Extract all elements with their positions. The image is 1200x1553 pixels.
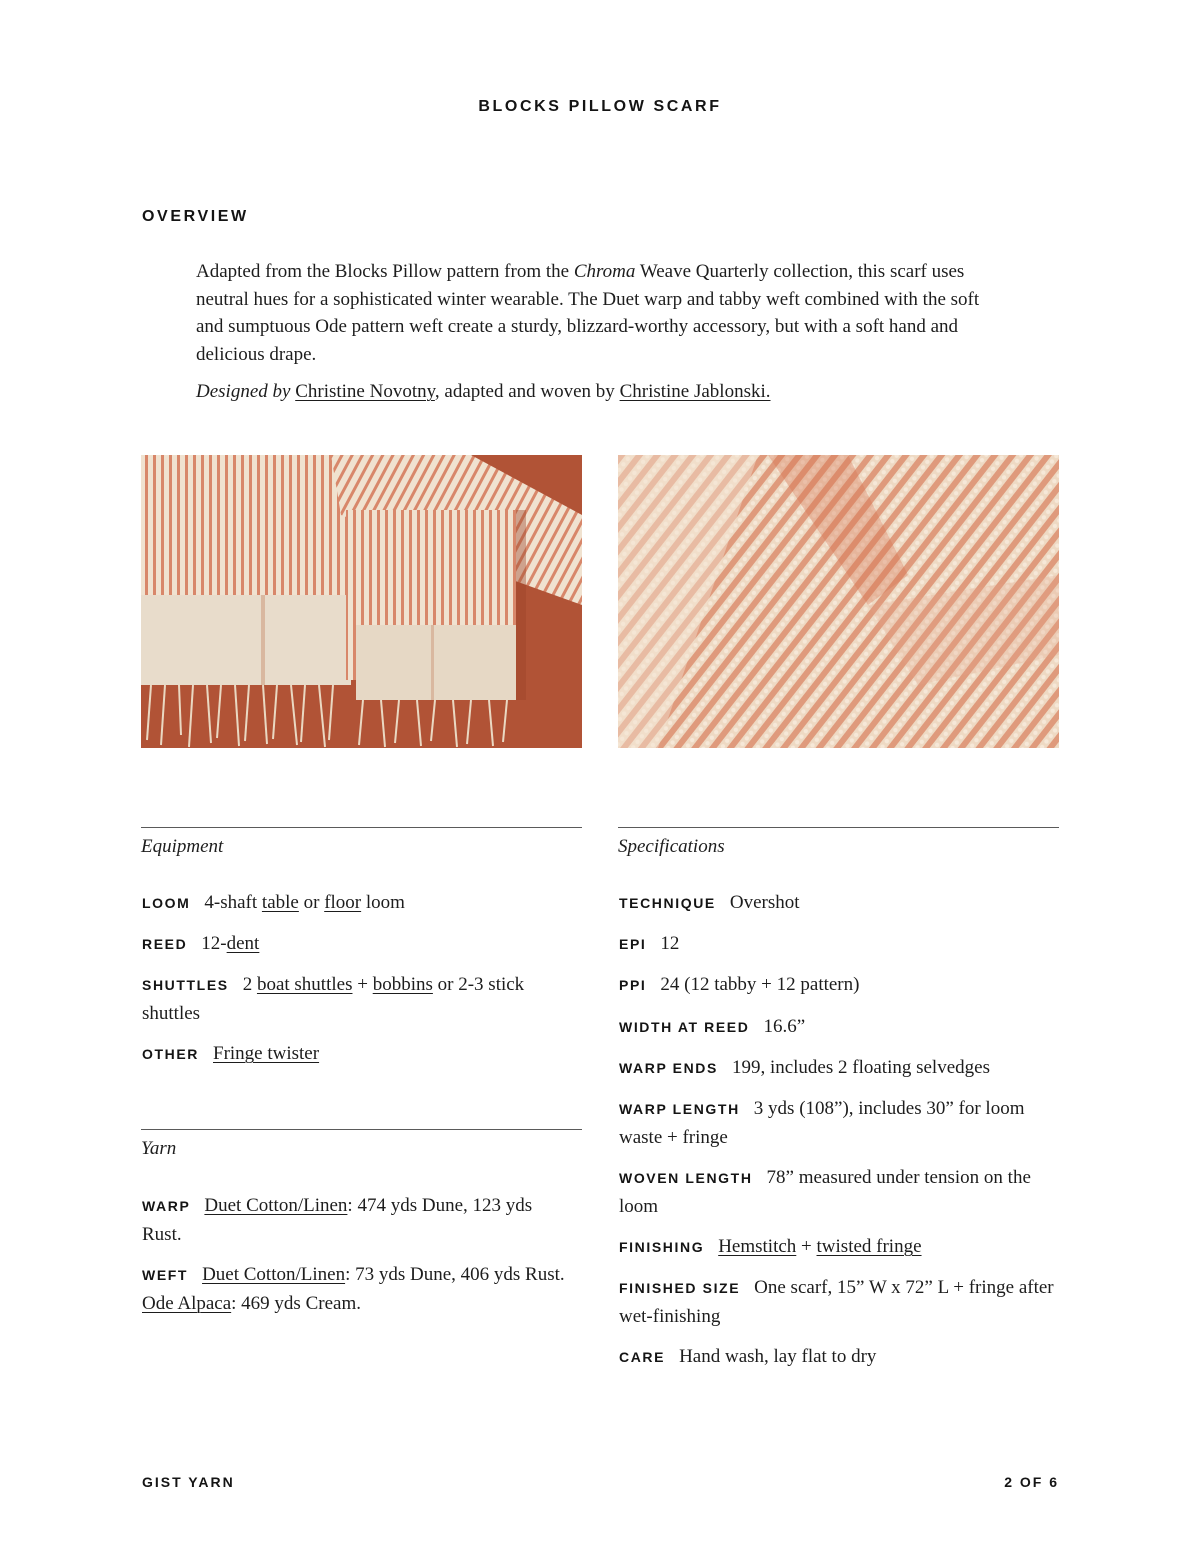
spec-finished-size [619,1274,1059,1330]
finished-size-label: FINISHED SIZE [619,1280,741,1296]
spec-technique [619,889,1060,918]
woven-length-value: 78” measured under tension on the loom [619,1167,1031,1217]
technique-label: TECHNIQUE [619,895,716,911]
document-title: BLOCKS PILLOW SCARF [478,98,722,115]
spec-warp-length [619,1095,1059,1151]
overview-heading: OVERVIEW [142,208,249,225]
shuttles-plus: + [352,974,373,995]
shuttles-label: SHUTTLES [142,977,229,993]
epi-label: EPI [619,936,647,952]
loom-label: LOOM [142,895,191,911]
equipment-shuttles [142,971,572,1027]
yarn-weft [142,1261,572,1317]
credit-line [196,381,771,403]
ppi-value: 24 (12 tabby + 12 pattern) [660,974,860,995]
boat-shuttles-link[interactable]: boat shuttles [256,974,353,995]
equipment-divider [141,827,582,828]
yarn-divider [141,1129,582,1130]
woven-length-label: WOVEN LENGTH [619,1170,753,1186]
finished-size-value: One scarf, 15” W x 72” L + fringe after wet-finishing [619,1277,1054,1327]
spec-care [619,1343,1060,1372]
bobbins-link[interactable]: bobbins [372,974,433,995]
warp-text: : 474 yds Dune, 123 yds Rust. [142,1195,533,1245]
warp-ends-value: 199, includes 2 floating selvedges [731,1057,990,1078]
ppi-label: PPI [619,977,647,993]
floor-loom-link[interactable]: floor [324,892,362,913]
credit-mid-text: , adapted and woven by [434,381,620,402]
care-value: Hand wash, lay flat to dry [679,1346,877,1367]
finishing-label: FINISHING [619,1239,705,1255]
yarn-title: Yarn [141,1138,177,1159]
equipment-other [142,1040,583,1069]
spec-ppi [619,971,1060,1000]
table-loom-link[interactable]: table [261,892,299,913]
technique-value: Overshot [729,892,800,913]
weft-label: WEFT [142,1267,189,1283]
other-label: OTHER [142,1046,199,1062]
footer-page-number: 2 OF 6 [1004,1474,1059,1490]
hemstitch-link[interactable]: Hemstitch [718,1236,797,1257]
equipment-loom [142,889,583,918]
yarn-warp [142,1192,572,1248]
duet-weft-link[interactable]: Duet Cotton/Linen [202,1264,346,1285]
footer-brand: GIST YARN [142,1474,235,1490]
weft-text: : 73 yds Dune, 406 yds Rust. [345,1264,565,1285]
width-at-reed-label: WIDTH AT REED [619,1019,750,1035]
overview-text-start: Adapted from the Blocks Pillow pattern from the [196,261,574,282]
reed-text: 12- [201,933,227,954]
fringe-twister-link[interactable]: Fringe twister [213,1043,320,1064]
loom-suffix: loom [361,892,405,913]
loom-text: 4-shaft [204,892,262,913]
weaver-link[interactable]: Christine Jablonski. [619,381,771,402]
warp-label: WARP [142,1198,191,1214]
shuttles-suffix: or 2-3 stick shuttles [142,974,525,1024]
loom-or-text: or [298,892,325,913]
weft-suffix: : 469 yds Cream. [231,1292,361,1314]
reed-label: REED [142,936,188,952]
overview-text-rest: Weave Quarterly collection, this scarf uses neutral hues for a sophisticated winter wearable. The Duet warp and tabby weft combined with the soft and sumptuous Ode pattern weft create a sturdy, blizzard-worthy accessory, but with a soft hand and delicious drape. [196,261,980,365]
width-at-reed-value: 16.6” [763,1016,806,1037]
care-label: CARE [619,1349,666,1365]
equipment-title: Equipment [141,836,224,857]
scarf-photo [141,455,582,748]
warp-ends-label: WARP ENDS [619,1060,718,1076]
overview-paragraph [196,258,996,368]
shuttles-text: 2 [242,974,257,995]
spec-warp-ends [619,1054,1060,1083]
spec-woven-length [619,1164,1059,1220]
finishing-plus: + [796,1236,817,1257]
twisted-fringe-link[interactable]: twisted fringe [816,1236,922,1257]
spec-epi [619,930,1060,959]
dent-link[interactable]: dent [226,933,260,954]
ode-alpaca-link[interactable]: Ode Alpaca [142,1292,232,1314]
spec-finishing [619,1233,1060,1262]
equipment-reed [142,930,583,959]
specifications-divider [618,827,1059,828]
weave-closeup-photo [618,455,1059,748]
duet-warp-link[interactable]: Duet Cotton/Linen [204,1195,348,1216]
chroma-italic: Chroma [573,261,636,282]
designed-by-label: Designed by [196,381,291,402]
spec-width-at-reed [619,1013,1060,1042]
designer-link[interactable]: Christine Novotny [295,381,435,402]
epi-value: 12 [660,933,680,954]
warp-length-label: WARP LENGTH [619,1101,740,1117]
specifications-title: Specifications [618,836,725,857]
warp-length-value: 3 yds (108”), includes 30” for loom waste + fringe [619,1098,1025,1148]
